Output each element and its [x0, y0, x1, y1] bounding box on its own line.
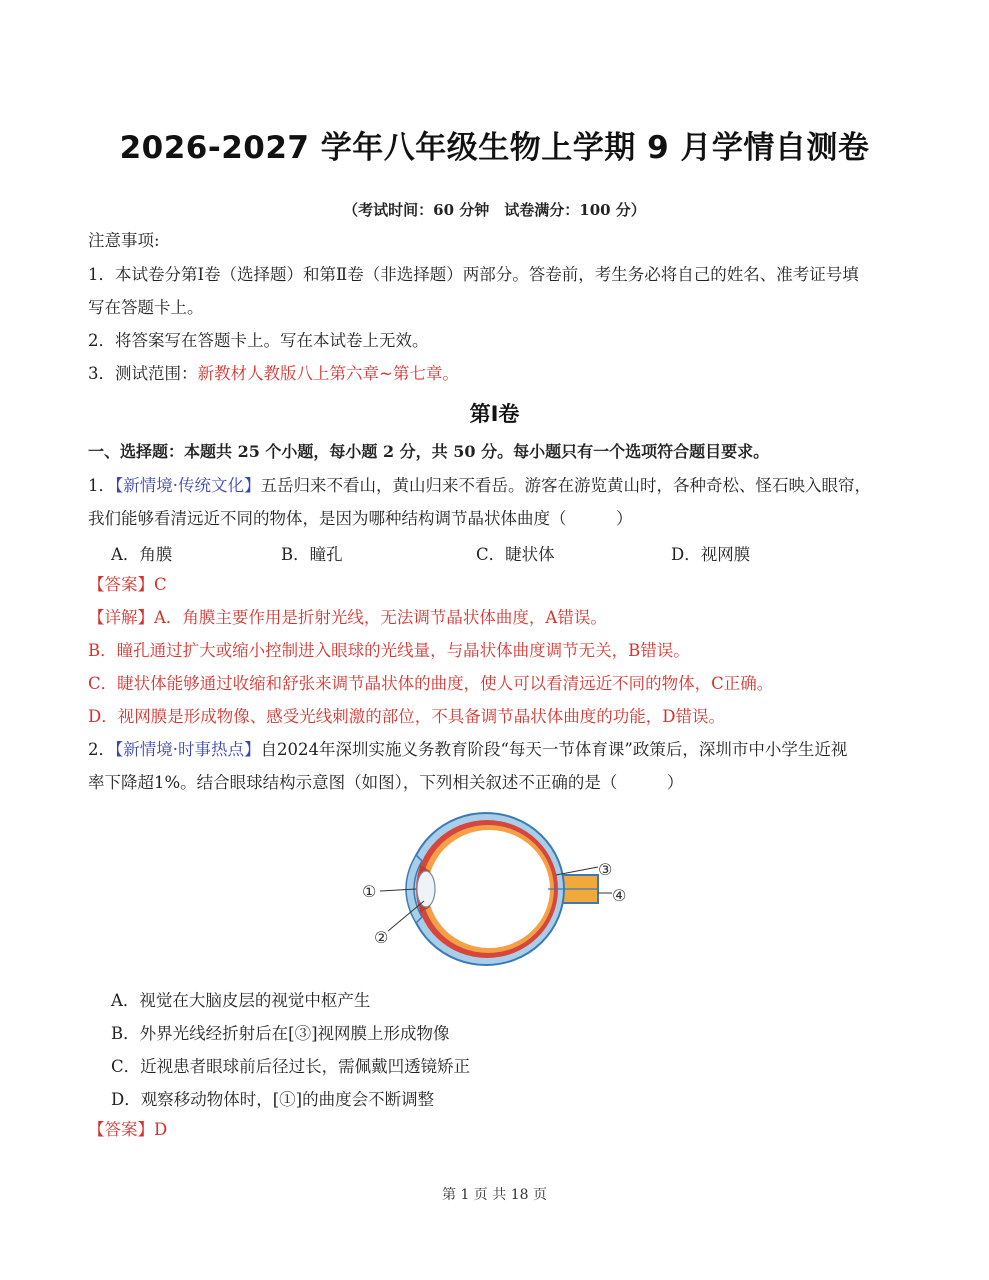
- label-1: ①: [362, 882, 377, 901]
- q1-detail-a: [88, 607, 607, 629]
- q1-tag: 【新情境·传统文化】: [115, 476, 261, 495]
- note-1-line-2: 写在答题卡上。: [88, 298, 204, 317]
- q2-answer-value: D: [154, 1120, 168, 1139]
- q1-detail-label: 【详解】: [88, 608, 154, 627]
- q1-option-b: B．瞳孔: [281, 545, 343, 564]
- q1-detail-b: B．瞳孔通过扩大或缩小控制进入眼球的光线量，与晶状体曲度调节无关，B错误。: [88, 641, 690, 660]
- section-title: 第Ⅰ卷: [469, 402, 520, 426]
- q1-option-d: D．视网膜: [671, 545, 751, 564]
- q2-line-1: [88, 739, 847, 761]
- part-heading: 一、选择题：本题共 25 个小题，每小题 2 分，共 50 分。每小题只有一个选项符合题目要求。: [88, 442, 770, 461]
- note-3-prefix: 3．测试范围：: [88, 364, 198, 383]
- q1-line-1: [88, 475, 871, 497]
- eye-structure-diagram: [358, 805, 638, 970]
- q2-option-b: B．外界光线经折射后在[③]视网膜上形成物像: [111, 1024, 450, 1043]
- q2-number: 2．: [88, 740, 115, 759]
- q1-option-a: A．角膜: [111, 545, 173, 564]
- q2-answer-label: 【答案】: [88, 1120, 154, 1139]
- q2-option-c: C．近视患者眼球前后径过长，需佩戴凹透镜矫正: [111, 1057, 471, 1076]
- q2-text-1: 自2024年深圳实施义务教育阶段“每天一节体育课”政策后，深圳市中小学生近视: [260, 740, 848, 759]
- page-title: 2026-2027 学年八年级生物上学期 9 月学情自测卷: [119, 130, 870, 166]
- q1-option-c: C．睫状体: [476, 545, 555, 564]
- label-3: ③: [598, 860, 613, 879]
- note-3: [88, 363, 459, 385]
- q1-answer: [88, 574, 167, 596]
- q2-tag: 【新情境·时事热点】: [115, 740, 261, 759]
- q1-detail-a-text: A．角膜主要作用是折射光线，无法调节晶状体曲度，A错误。: [154, 608, 607, 627]
- test-range: 新教材人教版八上第六章~第七章。: [197, 364, 459, 383]
- notes-heading: 注意事项:: [88, 231, 160, 250]
- q1-answer-value: C: [154, 575, 167, 594]
- q1-text-1: 五岳归来不看山，黄山归来不看岳。游客在游览黄山时，各种奇松、怪石映入眼帘，: [260, 476, 871, 495]
- q1-detail-c: C．睫状体能够通过收缩和舒张来调节晶状体的曲度，使人可以看清远近不同的物体，C正确。: [88, 674, 774, 693]
- note-1-line-1: 1．本试卷分第Ⅰ卷（选择题）和第Ⅱ卷（非选择题）两部分。答卷前，考生务必将自己的姓名、准考证号填: [88, 265, 859, 284]
- q1-number: 1．: [88, 476, 115, 495]
- lens: [417, 871, 435, 907]
- q2-line-2: 率下降超1%。结合眼球结构示意图（如图），下列相关叙述不正确的是（ ）: [88, 773, 684, 792]
- q1-line-2: 我们能够看清远近不同的物体，是因为哪种结构调节晶状体曲度（ ）: [88, 509, 633, 528]
- q1-detail-d: D．视网膜是形成物像、感受光线刺激的部位，不具备调节晶状体曲度的功能，D错误。: [88, 707, 725, 726]
- page-footer: 第 1 页 共 18 页: [442, 1187, 547, 1203]
- vitreous-body: [428, 830, 550, 948]
- label-2: ②: [374, 928, 389, 947]
- q2-answer: [88, 1119, 167, 1141]
- q2-option-d: D．观察移动物体时，[①]的曲度会不断调整: [111, 1090, 435, 1109]
- q1-answer-label: 【答案】: [88, 575, 154, 594]
- q2-option-a: A．视觉在大脑皮层的视觉中枢产生: [111, 991, 371, 1010]
- label-4: ④: [612, 886, 627, 905]
- note-2: 2．将答案写在答题卡上。写在本试卷上无效。: [88, 331, 429, 350]
- exam-info: （考试时间：60 分钟 试卷满分：100 分）: [343, 201, 646, 219]
